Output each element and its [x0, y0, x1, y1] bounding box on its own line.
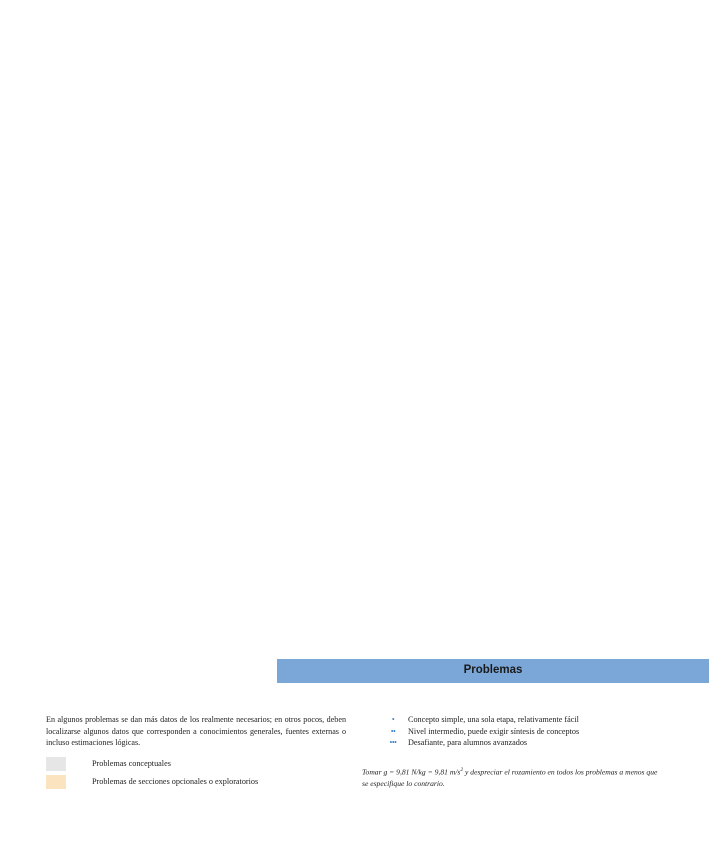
level-label: Nivel intermedio, puede exigir síntesis de conceptos [408, 726, 580, 736]
legend-label: Problemas conceptuales [92, 759, 171, 768]
one-dot-icon: • [391, 715, 395, 724]
level-label: Desafiante, para alumnos avanzados [408, 738, 528, 747]
three-dots-icon: ••• [389, 738, 397, 747]
gravity-note [362, 765, 662, 789]
intro-paragraph: En algunos problemas se dan más datos de los realmente necesarios; en otros pocos, deben localizarse algunos datos que corresponden a conocimientos generales, fuentes externas o incluso estimaciones lógicas. [46, 715, 346, 747]
note-superscript: 2 [460, 767, 464, 773]
section-title: Problemas [463, 664, 523, 676]
legend-label: Problemas de secciones opcionales o exploratorios [92, 777, 259, 786]
two-dots-icon: •• [390, 726, 396, 736]
section-header-bar [277, 659, 709, 683]
note-suffix: y despreciar el rozamiento en todos los problemas a menos que se especifique lo contrario. [362, 767, 658, 788]
level-label: Concepto simple, una sola etapa, relativamente fácil [408, 715, 579, 724]
note-prefix: Tomar g = 9,81 N/kg = 9,81 m/s [362, 767, 461, 777]
gray-swatch-icon [46, 757, 66, 771]
orange-swatch-icon [46, 775, 66, 789]
